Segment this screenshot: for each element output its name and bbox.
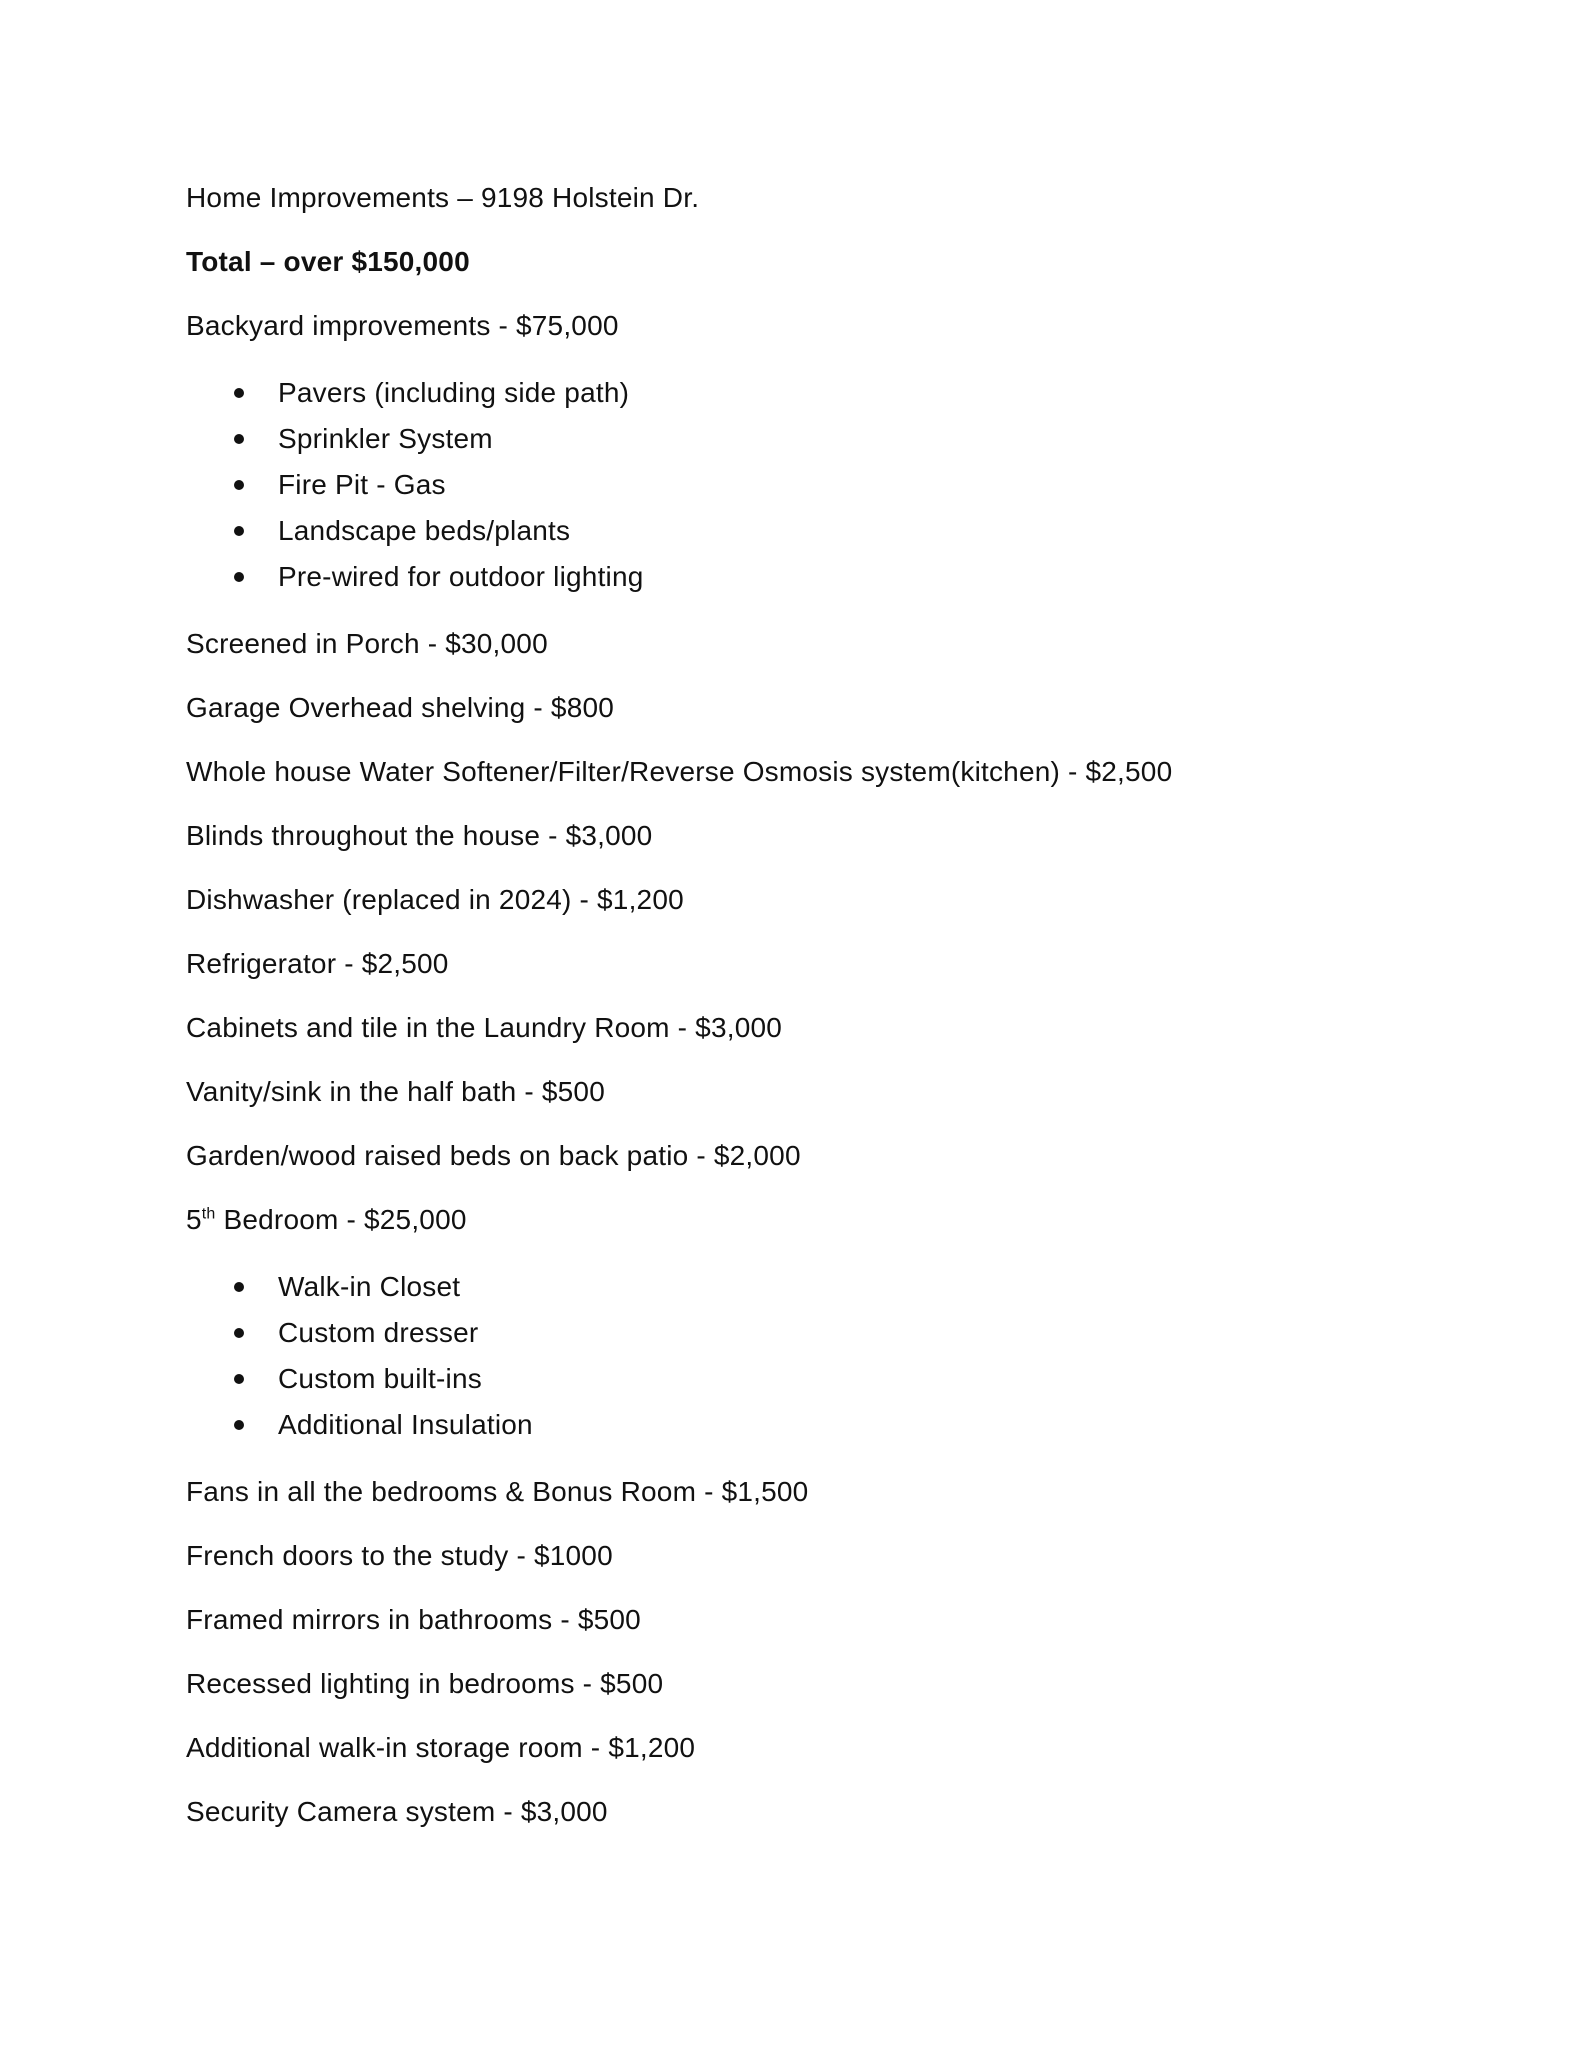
bedroom-heading-text: Bedroom - $25,000 [215, 1204, 467, 1235]
list-item [186, 508, 1406, 554]
document-title: Home Improvements – 9198 Holstein Dr. [186, 182, 700, 213]
bedroom-list [186, 1264, 1406, 1448]
improvement-line: French doors to the study - $1000 [186, 1540, 613, 1571]
list-item [186, 1310, 1406, 1356]
document-body [186, 178, 1406, 1856]
list-item [186, 1264, 1406, 1310]
bullet-icon [234, 1374, 244, 1384]
list-item-text: Custom dresser [278, 1317, 479, 1348]
improvement-line: Framed mirrors in bathrooms - $500 [186, 1604, 641, 1635]
improvement-line: Garage Overhead shelving - $800 [186, 692, 615, 723]
list-item-text: Landscape beds/plants [278, 515, 571, 546]
list-item-text: Fire Pit - Gas [278, 469, 446, 500]
bullet-icon [234, 480, 244, 490]
total-line: Total – over $150,000 [186, 246, 470, 277]
bullet-icon [234, 1420, 244, 1430]
bullet-icon [234, 526, 244, 536]
list-item [186, 370, 1406, 416]
bullet-icon [234, 1328, 244, 1338]
improvement-line: Vanity/sink in the half bath - $500 [186, 1076, 605, 1107]
improvement-line: Garden/wood raised beds on back patio - $2,000 [186, 1140, 801, 1171]
improvement-line: Refrigerator - $2,500 [186, 948, 449, 979]
bedroom-heading [186, 1200, 1406, 1240]
list-item [186, 462, 1406, 508]
list-item [186, 554, 1406, 600]
list-item-text: Pre-wired for outdoor lighting [278, 561, 644, 592]
list-item [186, 1402, 1406, 1448]
list-item-text: Additional Insulation [278, 1409, 533, 1440]
improvement-line: Security Camera system - $3,000 [186, 1796, 608, 1827]
list-item-text: Walk-in Closet [278, 1271, 461, 1302]
backyard-list [186, 370, 1406, 600]
ordinal-suffix: th [201, 1205, 216, 1223]
list-item [186, 1356, 1406, 1402]
bullet-icon [234, 572, 244, 582]
improvement-line: Dishwasher (replaced in 2024) - $1,200 [186, 884, 684, 915]
improvement-line: Additional walk-in storage room - $1,200 [186, 1732, 696, 1763]
list-item [186, 416, 1406, 462]
improvement-line: Fans in all the bedrooms & Bonus Room - $1,500 [186, 1476, 809, 1507]
bullet-icon [234, 434, 244, 444]
improvement-line: Cabinets and tile in the Laundry Room - $3,000 [186, 1012, 783, 1043]
list-item-text: Custom built-ins [278, 1363, 482, 1394]
improvement-line: Recessed lighting in bedrooms - $500 [186, 1668, 664, 1699]
improvement-line: Whole house Water Softener/Filter/Reverse Osmosis system(kitchen) - $2,500 [186, 756, 1173, 787]
bullet-icon [234, 388, 244, 398]
bedroom-number: 5 [186, 1204, 202, 1235]
list-item-text: Pavers (including side path) [278, 377, 630, 408]
improvement-line: Blinds throughout the house - $3,000 [186, 820, 653, 851]
backyard-heading: Backyard improvements - $75,000 [186, 310, 619, 341]
improvement-line: Screened in Porch - $30,000 [186, 628, 548, 659]
list-item-text: Sprinkler System [278, 423, 493, 454]
bullet-icon [234, 1282, 244, 1292]
